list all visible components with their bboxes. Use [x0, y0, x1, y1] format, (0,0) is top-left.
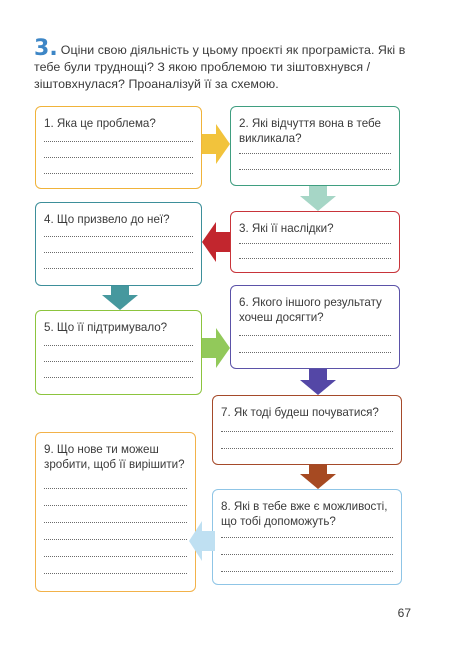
- box-4-question: 4. Що призвело до неї?: [44, 213, 170, 226]
- answer-line[interactable]: [239, 258, 391, 259]
- answer-line[interactable]: [221, 571, 393, 572]
- answer-line[interactable]: [44, 522, 187, 523]
- answer-line[interactable]: [44, 539, 187, 540]
- box-8-question: 8. Які в тебе вже є можливості, що тобі допоможуть?: [221, 500, 388, 528]
- box-3-question: 3. Які її наслідки?: [239, 222, 334, 235]
- box-9-new-actions: [35, 432, 196, 592]
- arrow-down-7-to-8: [300, 465, 336, 489]
- task-instruction: Оціни свою діяльність у цьому проєкті як програміста. Які в тебе були труднощі? З якою проблемою ти зіштовхнувся / зіштовхнулася? Проаналізуй її за схемою.: [34, 43, 406, 91]
- answer-line[interactable]: [221, 554, 393, 555]
- answer-line[interactable]: [44, 556, 187, 557]
- arrow-left-3-to-4: [202, 222, 230, 262]
- box-7-feeling-after: [212, 395, 402, 465]
- box-4-causes: [35, 202, 202, 286]
- box-6-question: 6. Якого іншого результату хочеш досягти?: [239, 296, 382, 324]
- answer-line[interactable]: [221, 537, 393, 538]
- answer-line[interactable]: [44, 268, 193, 269]
- answer-line[interactable]: [44, 345, 193, 346]
- answer-line[interactable]: [239, 335, 391, 336]
- answer-line[interactable]: [44, 236, 193, 237]
- box-6-desired-result: [230, 285, 400, 369]
- box-1-problem: [35, 106, 202, 189]
- answer-line[interactable]: [44, 488, 187, 489]
- box-9-question: 9. Що нове ти можеш зробити, щоб її вирішити?: [44, 443, 185, 471]
- answer-line[interactable]: [44, 141, 193, 142]
- box-2-feelings: [230, 106, 400, 186]
- arrow-shape: [202, 328, 230, 368]
- answer-line[interactable]: [44, 361, 193, 362]
- arrow-shape: [300, 369, 336, 395]
- box-2-question: 2. Які відчуття вона в тебе викликала?: [239, 117, 381, 145]
- arrow-right-1-to-2: [202, 124, 230, 164]
- box-8-opportunities: [212, 489, 402, 585]
- answer-line[interactable]: [44, 377, 193, 378]
- answer-line[interactable]: [44, 505, 187, 506]
- arrow-left-8-to-9: [189, 521, 215, 561]
- task-text-block: [34, 36, 429, 93]
- answer-line[interactable]: [44, 573, 187, 574]
- arrow-shape: [300, 186, 336, 211]
- arrow-shape: [202, 222, 230, 262]
- answer-line[interactable]: [44, 252, 193, 253]
- box-1-question: 1. Яка це проблема?: [44, 117, 156, 130]
- task-number: 3.: [34, 36, 58, 61]
- answer-line[interactable]: [221, 431, 393, 432]
- box-3-consequences: [230, 211, 400, 273]
- answer-line[interactable]: [44, 173, 193, 174]
- arrow-shape: [189, 521, 215, 561]
- arrow-down-2-to-3: [300, 186, 336, 211]
- box-5-question: 5. Що її підтримувало?: [44, 321, 168, 334]
- answer-line[interactable]: [239, 352, 391, 353]
- box-5-support: [35, 310, 202, 395]
- answer-line[interactable]: [239, 153, 391, 154]
- answer-line[interactable]: [239, 243, 391, 244]
- arrow-shape: [102, 286, 138, 310]
- box-7-question: 7. Як тоді будеш почуватися?: [221, 406, 379, 419]
- arrow-shape: [300, 465, 336, 489]
- arrow-down-4-to-5: [102, 286, 138, 310]
- answer-line[interactable]: [44, 157, 193, 158]
- answer-line[interactable]: [239, 169, 391, 170]
- arrow-down-6-to-7: [300, 369, 336, 395]
- arrow-right-5-to-6: [202, 328, 230, 368]
- page-number: 67: [397, 606, 411, 620]
- arrow-shape: [202, 124, 230, 164]
- answer-line[interactable]: [221, 448, 393, 449]
